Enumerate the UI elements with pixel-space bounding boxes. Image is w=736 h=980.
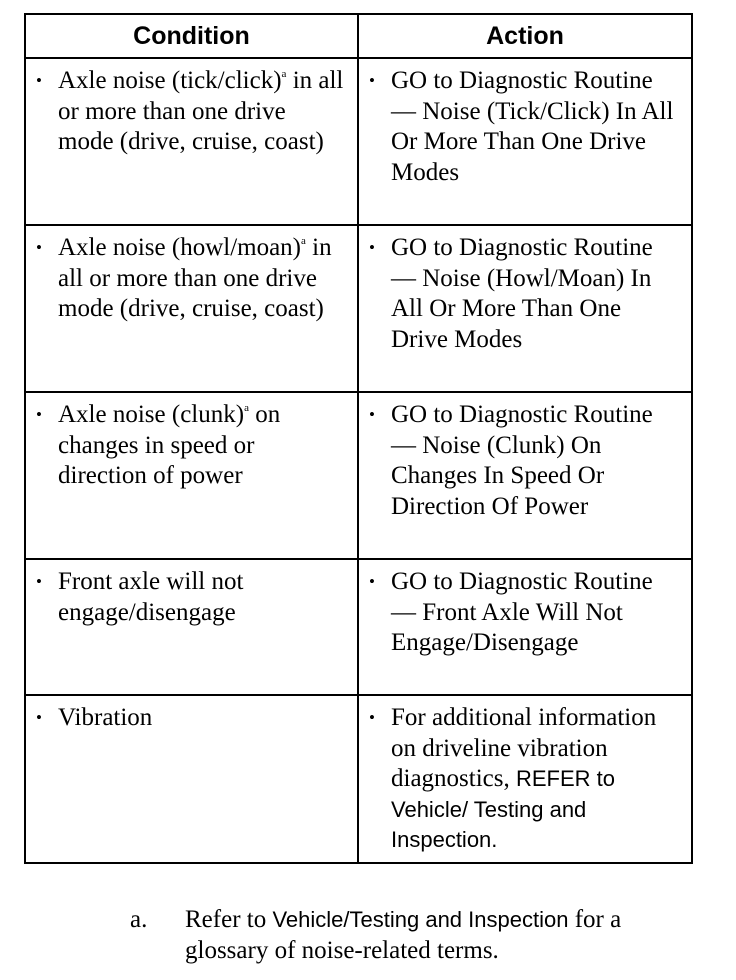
condition-text: Front axle will not engage/disengage (58, 568, 244, 626)
action-cell (358, 695, 692, 863)
table-row (25, 392, 692, 559)
footnote-text: Refer to Vehicle/Testing and Inspection for a glossary of noise-related terms. (185, 906, 622, 964)
bullet-icon: • (369, 238, 375, 257)
bullet-icon: • (36, 708, 42, 727)
table-row (25, 695, 692, 863)
condition-text: Vibration (58, 704, 153, 731)
condition-header: Condition (25, 14, 358, 58)
action-text: For additional information on driveline vibration diagnostics, REFER to Vehicle/ Testing and Inspection. (391, 704, 657, 852)
bullet-icon: • (369, 708, 375, 727)
action-cell (358, 559, 692, 695)
condition-text: Axle noise (howl/moan)$^a$ in all or more than one drive mode (drive, cruise, coast) (58, 234, 332, 322)
condition-text: Axle noise (tick/click)$^a$ in all or more than one drive mode (drive, cruise, coast) (58, 67, 344, 155)
bullet-icon: • (36, 71, 42, 90)
action-text: GO to Diagnostic Routine — Noise (Clunk) On Changes In Speed Or Direction Of Power (391, 401, 653, 520)
condition-cell (25, 225, 358, 392)
action-text: GO to Diagnostic Routine — Front Axle Will Not Engage/Disengage (391, 568, 653, 656)
bullet-icon: • (369, 71, 375, 90)
action-header: Action (358, 14, 692, 58)
condition-cell (25, 392, 358, 559)
bullet-icon: • (36, 572, 42, 591)
bullet-icon: • (36, 405, 42, 424)
table-header-row (25, 14, 692, 58)
condition-cell (25, 58, 358, 225)
action-cell (358, 392, 692, 559)
footnote (130, 904, 655, 966)
reference-link: REFER to Vehicle/ Testing and Inspection. (391, 766, 616, 852)
action-text: GO to Diagnostic Routine — Noise (Howl/Moan) In All Or More Than One Drive Modes (391, 234, 653, 353)
footnote-mark: a. (130, 906, 148, 933)
bullet-icon: • (369, 572, 375, 591)
condition-text: Axle noise (clunk)$^a$ on changes in speed or direction of power (58, 401, 281, 489)
table-row (25, 559, 692, 695)
action-cell (358, 225, 692, 392)
condition-cell (25, 559, 358, 695)
table-row (25, 225, 692, 392)
footnote-reference: Vehicle/Testing and Inspection (272, 907, 569, 932)
condition-cell (25, 695, 358, 863)
action-cell (358, 58, 692, 225)
bullet-icon: • (369, 405, 375, 424)
action-text: GO to Diagnostic Routine — Noise (Tick/Click) In All Or More Than One Drive Modes (391, 67, 674, 186)
bullet-icon: • (36, 238, 42, 257)
table-row (25, 58, 692, 225)
diagnostic-table (24, 13, 693, 864)
